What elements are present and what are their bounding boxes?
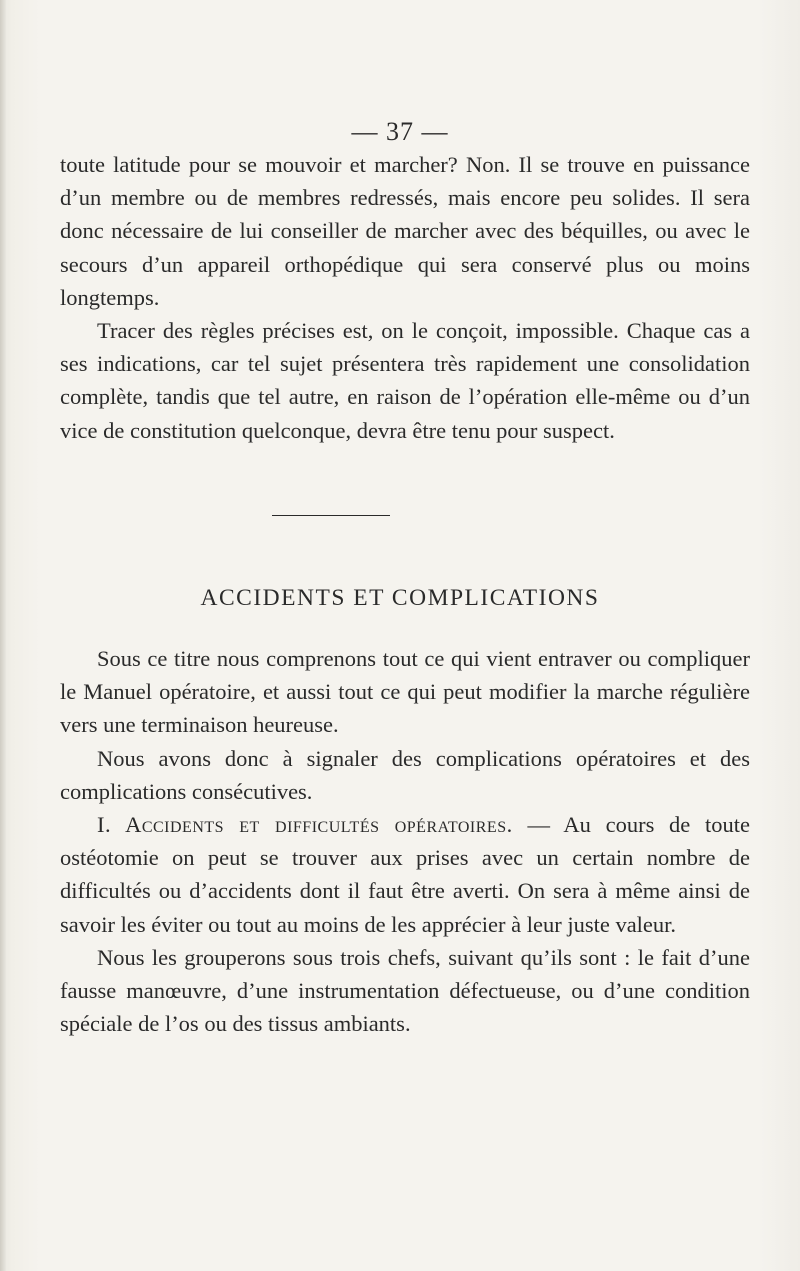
section-divider-rule bbox=[272, 515, 390, 516]
paragraph-grouping: Nous les grouperons sous trois chefs, suivant qu’ils sont : le fait d’une fausse manœuvre, d’une instrumentation défectueuse, ou d’une condition spéciale de l’os ou des tissus ambiants. bbox=[60, 944, 750, 1037]
paragraph-complications: Nous avons donc à signaler des complications opératoires et des complications consécutives. bbox=[60, 745, 750, 804]
paragraph-rules: Tracer des règles précises est, on le conçoit, impossible. Chaque cas a ses indications, car tel sujet présentera très rapidement une consolidation complète, tandis que tel autre, en raison de l’opération elle-même ou d’un vice de constitution quelconque, devra être tenu pour suspect. bbox=[60, 318, 750, 443]
page-number: — 37 — bbox=[351, 117, 449, 146]
subsection-text: — Au cours de toute ostéotomie on peut se trouver aux prises avec un certain nombre de difficultés ou d’accidents dont il faut être averti. On sera à même ainsi de savoir les éviter ou tout au moins de les apprécier à leur juste valeur. bbox=[60, 812, 750, 937]
section-text-block bbox=[60, 642, 750, 1040]
paragraph-continuation: toute latitude pour se mouvoir et marcher? Non. Il se trouve en puissance d’un membre ou de membres redressés, mais encore peu solides. Il sera donc nécessaire de lui conseiller de marcher avec des béquilles, ou avec le secours d’un appareil orthopédique qui sera conservé plus ou moins longtemps. bbox=[60, 152, 750, 310]
top-text-block bbox=[60, 148, 750, 447]
paragraph-intro: Sous ce titre nous comprenons tout ce qui vient entraver ou compliquer le Manuel opératoire, et aussi tout ce qui peut modifier la marche régulière vers une terminaison heureuse. bbox=[60, 646, 750, 738]
page-binding-edge bbox=[0, 0, 6, 1271]
paragraph-subsection bbox=[60, 808, 750, 941]
subsection-heading: I. Accidents et difficultés opératoires. bbox=[97, 812, 513, 838]
section-title: ACCIDENTS ET COMPLICATIONS bbox=[200, 585, 600, 611]
